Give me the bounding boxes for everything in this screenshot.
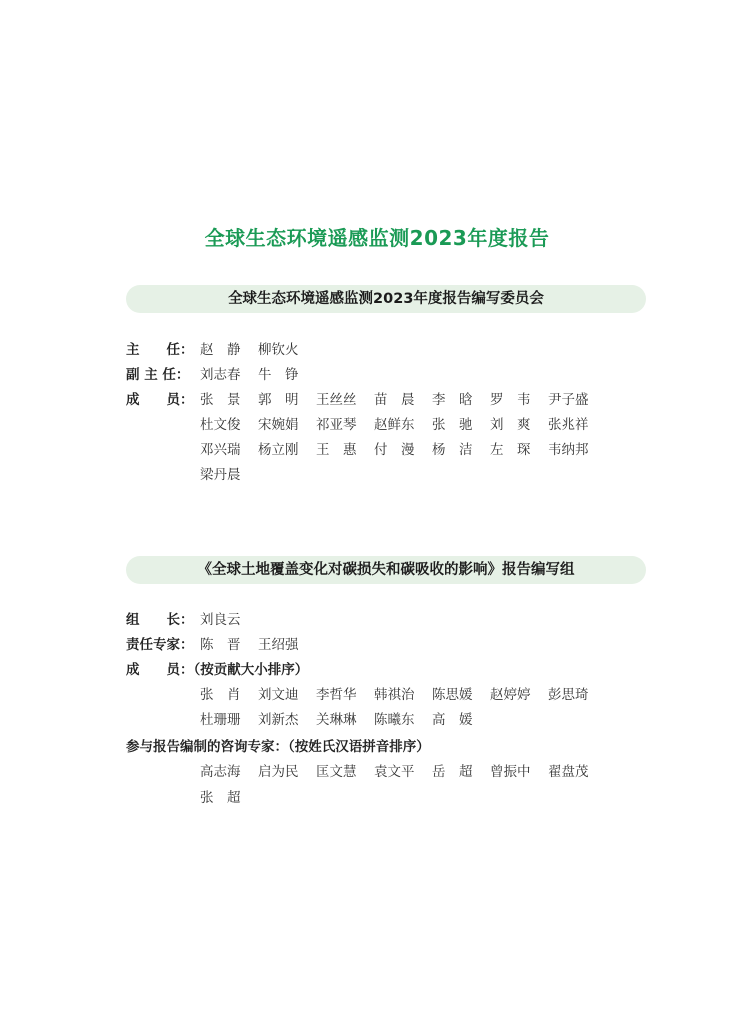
person-name: 刘 爽 — [490, 417, 531, 433]
committee-members-row — [200, 390, 606, 410]
person-name: 韩祺治 — [374, 687, 415, 703]
person-name: 韦纳邦 — [548, 442, 589, 458]
person-name: 罗 韦 — [490, 392, 531, 408]
person-name: 王 惠 — [316, 442, 357, 458]
person-name: 高志海 — [200, 764, 241, 780]
person-name: 郭 明 — [258, 392, 299, 408]
committee-members-row — [200, 465, 258, 485]
person-name: 张 景 — [200, 392, 241, 408]
person-name: 梁丹晨 — [200, 467, 241, 483]
director-names — [200, 340, 316, 360]
person-name: 祁亚琴 — [316, 417, 357, 433]
consult-experts-label: 参与报告编制的咨询专家：（按姓氏汉语拼音排序） — [126, 739, 430, 755]
group-members-row — [200, 685, 606, 705]
person-name: 曾振中 — [490, 764, 531, 780]
consult-experts-row — [200, 788, 258, 808]
person-name: 张 肖 — [200, 687, 241, 703]
person-name: 付 漫 — [374, 442, 415, 458]
vice-director-names — [200, 365, 316, 385]
person-name: 牛 铮 — [258, 367, 299, 383]
person-name: 杜珊珊 — [200, 712, 241, 728]
person-name: 刘文迪 — [258, 687, 299, 703]
person-name: 杨立刚 — [258, 442, 299, 458]
person-name: 杜文俊 — [200, 417, 241, 433]
person-name: 杨 洁 — [432, 442, 473, 458]
person-name: 刘志春 — [200, 367, 241, 383]
person-name: 柳钦火 — [258, 342, 299, 358]
person-name: 李 晗 — [432, 392, 473, 408]
director-label: 主 任： — [126, 342, 194, 358]
person-name: 启为民 — [258, 764, 299, 780]
group-members-row — [200, 710, 490, 730]
person-name: 李哲华 — [316, 687, 357, 703]
experts-label: 责任专家： — [126, 637, 194, 653]
person-name: 高 媛 — [432, 712, 473, 728]
vice-director-label: 副 主 任： — [126, 367, 190, 383]
person-name: 王绍强 — [258, 637, 299, 653]
person-name: 袁文平 — [374, 764, 415, 780]
committee-members-row — [200, 440, 606, 460]
person-name: 宋婉娟 — [258, 417, 299, 433]
person-name: 刘新杰 — [258, 712, 299, 728]
person-name: 陈曦东 — [374, 712, 415, 728]
person-name: 陈思媛 — [432, 687, 473, 703]
person-name: 张 超 — [200, 790, 241, 806]
experts-names — [200, 635, 316, 655]
person-name: 陈 晋 — [200, 637, 241, 653]
person-name: 邓兴瑞 — [200, 442, 241, 458]
person-name: 赵鲜东 — [374, 417, 415, 433]
person-name: 左 琛 — [490, 442, 531, 458]
person-name: 关琳琳 — [316, 712, 357, 728]
person-name: 刘良云 — [200, 612, 241, 628]
committee-members-label: 成 员： — [126, 392, 194, 408]
person-name: 彭思琦 — [548, 687, 589, 703]
person-name: 张兆祥 — [548, 417, 589, 433]
committee-members-row — [200, 415, 606, 435]
person-name: 张 驰 — [432, 417, 473, 433]
consult-experts-row — [200, 762, 606, 782]
page-title: 全球生态环境遥感监测2023年度报告 — [204, 226, 550, 250]
leader-name — [200, 610, 258, 630]
person-name: 岳 超 — [432, 764, 473, 780]
person-name: 翟盘茂 — [548, 764, 589, 780]
person-name: 匡文慧 — [316, 764, 357, 780]
person-name: 赵婷婷 — [490, 687, 531, 703]
group-members-label: 成 员：（按贡献大小排序） — [126, 662, 309, 678]
person-name: 尹子盛 — [548, 392, 589, 408]
person-name: 王丝丝 — [316, 392, 357, 408]
committee-heading: 全球生态环境遥感监测2023年度报告编写委员会 — [126, 285, 646, 313]
person-name: 赵 静 — [200, 342, 241, 358]
leader-label: 组 长： — [126, 612, 194, 628]
group-heading: 《全球土地覆盖变化对碳损失和碳吸收的影响》报告编写组 — [126, 556, 646, 584]
person-name: 苗 晨 — [374, 392, 415, 408]
